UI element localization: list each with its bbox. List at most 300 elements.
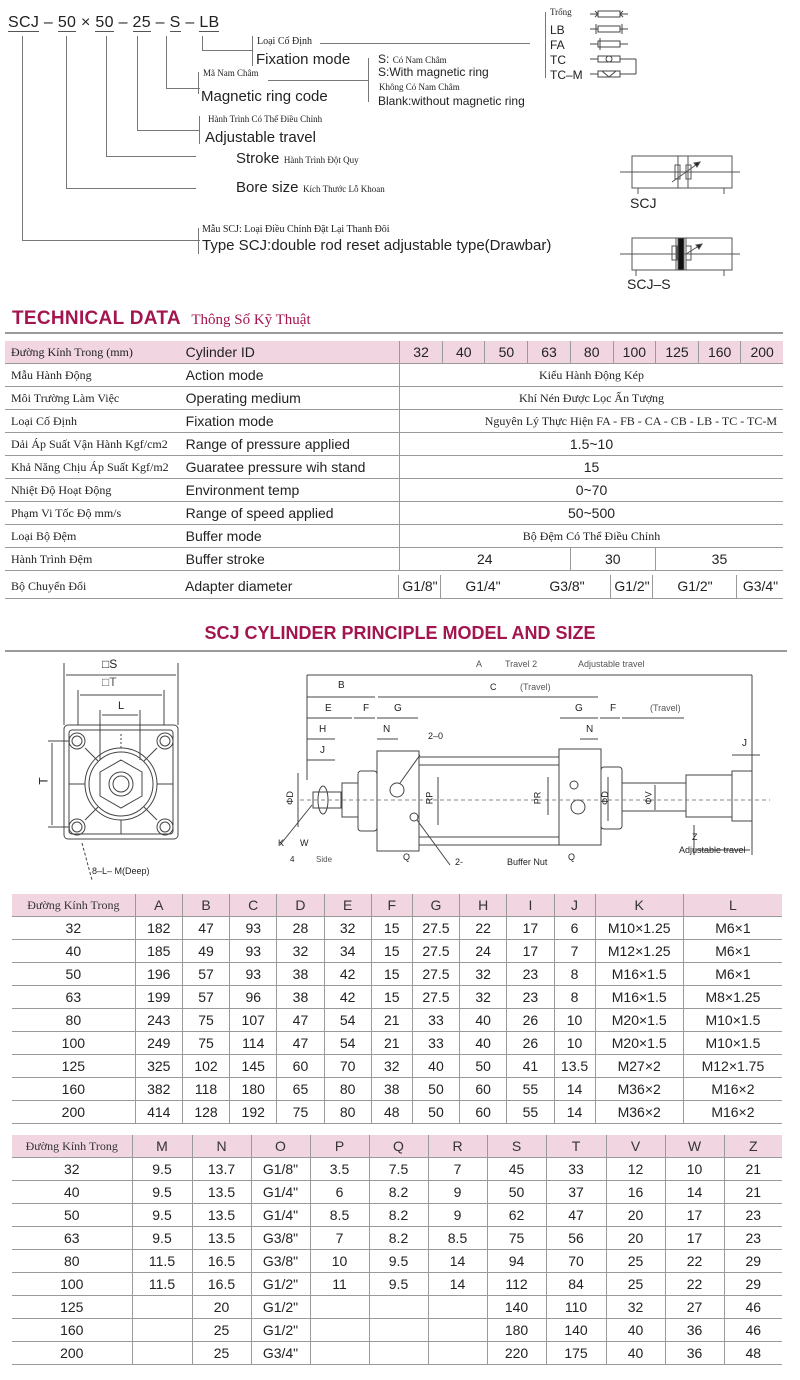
dim-cell: G1/4" — [251, 1204, 310, 1227]
dim-cell: 32 — [460, 986, 507, 1009]
dim-cell: 180 — [487, 1319, 546, 1342]
mount-fa-icon — [590, 38, 628, 50]
mount-type-icons — [588, 6, 638, 82]
dim-cell: 9.5 — [132, 1204, 192, 1227]
dim-cell: 9 — [428, 1204, 487, 1227]
dim-cell: 26 — [507, 1032, 554, 1055]
dim-cell: 10 — [554, 1009, 595, 1032]
magnetic-label-en: Magnetic ring code — [201, 88, 328, 105]
size-cell: 50 — [485, 341, 528, 364]
dim-cell: 32 — [371, 1055, 412, 1078]
connector-line — [252, 36, 253, 66]
header-bore: Đường Kính Trong — [12, 894, 135, 917]
fixation-option: TC — [550, 53, 566, 67]
header-dim-r: R — [428, 1135, 487, 1158]
connector-line — [198, 228, 199, 254]
dim-cell — [369, 1342, 428, 1365]
table-row: Loại Cố Định Fixation mode Nguyên Lý Thực Hiện FA - FB - CA - CB - LB - TC - TC-M — [5, 410, 783, 433]
dim-cell: G1/4" — [251, 1181, 310, 1204]
type-label-en: Type SCJ:double rod reset adjustable type(Drawbar) — [202, 237, 552, 254]
model-code: SCJ – 50 × 50 – 25 – S – LB — [8, 14, 220, 31]
header-dim-i: I — [507, 894, 554, 917]
adjustable-label-vn: Hành Trình Có Thể Điều Chỉnh — [208, 114, 323, 124]
table-row — [12, 1296, 782, 1319]
header-dim-a: A — [135, 894, 182, 917]
dim-cell — [369, 1319, 428, 1342]
dim-cell: M6×1 — [683, 963, 782, 986]
header-dim-d: D — [277, 894, 324, 917]
dim-cell: 33 — [412, 1032, 459, 1055]
dim-cell: 46 — [724, 1319, 782, 1342]
dim-cell: 220 — [487, 1342, 546, 1365]
dim-cell: 140 — [487, 1296, 546, 1319]
connector-line — [202, 36, 203, 50]
dim-cell: 80 — [324, 1101, 371, 1124]
connector-line — [202, 50, 252, 51]
dim-cell: 8.2 — [369, 1181, 428, 1204]
dim-cell: 20 — [606, 1204, 665, 1227]
dim-cell: 57 — [182, 986, 229, 1009]
dim-cell — [428, 1319, 487, 1342]
dim-cell: 38 — [277, 986, 324, 1009]
table-row: Dải Áp Suất Vận Hành Kgf/cm2 Range of pressure applied 1.5~10 — [5, 433, 783, 456]
table-header-row — [12, 894, 782, 917]
dim-cell — [369, 1296, 428, 1319]
adapter-cell: G3/4" — [736, 575, 784, 598]
table-row — [12, 1273, 782, 1296]
divider — [5, 650, 787, 652]
dim-cell: 16 — [606, 1181, 665, 1204]
connector-line — [22, 36, 23, 240]
scj-symbol-icon — [620, 156, 740, 194]
adapter-cell: G1/2" — [610, 575, 653, 598]
dim-cell: 414 — [135, 1101, 182, 1124]
dim-cell: 96 — [230, 986, 277, 1009]
dim-cell: M16×2 — [683, 1101, 782, 1124]
connector-line — [66, 188, 196, 189]
bore-cell: 100 — [12, 1032, 135, 1055]
dim-cell: 23 — [724, 1204, 782, 1227]
dim-cell: 49 — [182, 940, 229, 963]
dimensions-table-m-z — [12, 1135, 782, 1365]
dim-cell: 56 — [546, 1227, 606, 1250]
dim-cell: 11.5 — [132, 1273, 192, 1296]
dim-cell: 182 — [135, 917, 182, 940]
fixation-option: LB — [550, 23, 565, 37]
bore-cell: 50 — [12, 1204, 132, 1227]
dim-cell: 13.5 — [192, 1227, 251, 1250]
adapter-row: Bộ Chuyển Đổi Adapter diameter G1/8" G1/4" G3/8" G1/2" G1/2" G3/4" — [5, 575, 783, 599]
dim-cell: 145 — [230, 1055, 277, 1078]
connector-line — [268, 80, 368, 81]
size-cell: 100 — [613, 341, 655, 364]
dim-cell: 29 — [724, 1250, 782, 1273]
table-header-row — [5, 341, 783, 364]
dim-cell: 32 — [606, 1296, 665, 1319]
dim-cell: M12×1.25 — [595, 940, 683, 963]
dim-cell: 80 — [324, 1078, 371, 1101]
table-row: Phạm Vi Tốc Độ mm/s Range of speed applied 50~500 — [5, 502, 783, 525]
header-dim-o: O — [251, 1135, 310, 1158]
dim-cell: 14 — [428, 1273, 487, 1296]
dim-cell: 22 — [460, 917, 507, 940]
dim-cell: 13.5 — [554, 1055, 595, 1078]
header-dim-f: F — [371, 894, 412, 917]
dim-cell: 8 — [554, 963, 595, 986]
dim-cell: 23 — [507, 986, 554, 1009]
bore-cell: 40 — [12, 1181, 132, 1204]
dimensions-table-a-l — [12, 894, 782, 1124]
header-bore: Đường Kính Trong — [12, 1135, 132, 1158]
dim-cell: 17 — [507, 940, 554, 963]
dim-cell: 11.5 — [132, 1250, 192, 1273]
size-cell: 125 — [655, 341, 698, 364]
dim-cell: M8×1.25 — [683, 986, 782, 1009]
dim-cell: 110 — [546, 1296, 606, 1319]
dim-cell: 16.5 — [192, 1250, 251, 1273]
dim-cell: 9.5 — [132, 1227, 192, 1250]
dim-cell: 33 — [412, 1009, 459, 1032]
dim-cell: 60 — [277, 1055, 324, 1078]
bore-cell: 32 — [12, 917, 135, 940]
magnetic-option-s-en: S:With magnetic ring — [378, 65, 489, 79]
connector-line — [137, 36, 138, 130]
type-label-vn: Mẫu SCJ: Loại Điều Chỉnh Đặt Lại Thanh Đôi — [202, 224, 390, 235]
dim-cell: 40 — [460, 1032, 507, 1055]
dim-cell: 22 — [665, 1250, 724, 1273]
dim-cell: 13.5 — [192, 1204, 251, 1227]
dim-cell: 9.5 — [369, 1250, 428, 1273]
fixation-option: FA — [550, 38, 565, 52]
dim-cell — [310, 1342, 369, 1365]
dim-cell: 21 — [724, 1181, 782, 1204]
dim-cell: 26 — [507, 1009, 554, 1032]
dim-cell: 8.2 — [369, 1227, 428, 1250]
table-row: Mẫu Hành Động Action mode Kiểu Hành Động Kép — [5, 364, 783, 387]
dim-cell: 93 — [230, 917, 277, 940]
mount-blank-icon — [590, 11, 628, 17]
front-label-t-side: T — [36, 777, 51, 785]
connector-line — [166, 88, 200, 89]
dim-cell: 50 — [460, 1055, 507, 1078]
dim-cell: 6 — [554, 917, 595, 940]
connector-line — [545, 12, 546, 78]
dim-cell: 60 — [460, 1078, 507, 1101]
dim-cell: 27.5 — [412, 963, 459, 986]
dim-cell: 50 — [412, 1078, 459, 1101]
header-vn: Đường Kính Trong (mm) — [5, 341, 182, 364]
dim-cell: 8 — [554, 986, 595, 1009]
dim-cell: 38 — [277, 963, 324, 986]
header-dim-j: J — [554, 894, 595, 917]
dim-cell: 40 — [606, 1319, 665, 1342]
bore-cell: 63 — [12, 1227, 132, 1250]
dim-cell: 17 — [665, 1227, 724, 1250]
header-dim-g: G — [412, 894, 459, 917]
dim-cell: 196 — [135, 963, 182, 986]
dim-cell: G3/8" — [251, 1250, 310, 1273]
dim-cell: 27 — [665, 1296, 724, 1319]
dim-cell: 14 — [428, 1250, 487, 1273]
technical-title: TECHNICAL DATA Thông Số Kỹ Thuật — [12, 308, 311, 329]
front-label-s: □S — [102, 657, 118, 671]
table-row — [12, 1204, 782, 1227]
dim-cell: 55 — [507, 1101, 554, 1124]
table-row — [12, 1227, 782, 1250]
dim-cell: 25 — [606, 1273, 665, 1296]
dim-cell: 9.5 — [369, 1273, 428, 1296]
dim-cell: G1/2" — [251, 1273, 310, 1296]
table-row — [12, 1319, 782, 1342]
dim-cell: 37 — [546, 1181, 606, 1204]
mount-lb-icon — [590, 24, 628, 34]
code-series: SCJ — [8, 14, 40, 31]
technical-table — [5, 341, 783, 571]
connector-line — [66, 36, 67, 188]
dim-cell: 45 — [487, 1158, 546, 1181]
dim-cell: 16.5 — [192, 1273, 251, 1296]
dim-cell: 34 — [324, 940, 371, 963]
connector-line — [320, 43, 530, 44]
dim-cell: 47 — [182, 917, 229, 940]
dim-cell: 8.2 — [369, 1204, 428, 1227]
header-dim-n: N — [192, 1135, 251, 1158]
dim-cell: 12 — [606, 1158, 665, 1181]
dim-cell: 7.5 — [369, 1158, 428, 1181]
dim-cell: 55 — [507, 1078, 554, 1101]
dim-cell: 107 — [230, 1009, 277, 1032]
dim-cell: 118 — [182, 1078, 229, 1101]
dim-cell — [132, 1319, 192, 1342]
bore-cell: 80 — [12, 1250, 132, 1273]
dim-cell: 13.5 — [192, 1181, 251, 1204]
dim-cell: 38 — [371, 1078, 412, 1101]
dim-cell: 9.5 — [132, 1181, 192, 1204]
stroke-label: Stroke Hành Trình Đột Quy — [236, 150, 359, 167]
dim-cell: 325 — [135, 1055, 182, 1078]
connector-line — [166, 36, 167, 88]
dim-cell: M20×1.5 — [595, 1009, 683, 1032]
front-label-t: □T — [102, 675, 117, 689]
table-row — [12, 1342, 782, 1365]
table-row — [12, 1250, 782, 1273]
bore-cell: 40 — [12, 940, 135, 963]
code-magnetic: S — [169, 14, 181, 31]
bore-cell: 32 — [12, 1158, 132, 1181]
dim-cell: 50 — [487, 1181, 546, 1204]
table-row: Khả Năng Chịu Áp Suất Kgf/m2 Guaratee pressure wih stand 15 — [5, 456, 783, 479]
dim-cell: 24 — [460, 940, 507, 963]
dim-cell: 128 — [182, 1101, 229, 1124]
dim-cell — [428, 1342, 487, 1365]
dim-cell: G1/2" — [251, 1319, 310, 1342]
dim-cell — [132, 1342, 192, 1365]
bore-cell: 100 — [12, 1273, 132, 1296]
bore-cell: 160 — [12, 1319, 132, 1342]
dim-cell: G3/4" — [251, 1342, 310, 1365]
bore-cell: 160 — [12, 1078, 135, 1101]
header-dim-b: B — [182, 894, 229, 917]
dim-cell: 75 — [182, 1032, 229, 1055]
adjustable-label-en: Adjustable travel — [205, 129, 316, 146]
connector-line — [199, 116, 200, 144]
fixation-option: TC–M — [550, 68, 583, 82]
magnetic-label-vn: Mã Nam Châm — [203, 68, 259, 78]
drawing-title: SCJ CYLINDER PRINCIPLE MODEL AND SIZE — [204, 623, 596, 643]
dim-cell — [132, 1296, 192, 1319]
dim-cell: 10 — [665, 1158, 724, 1181]
dim-cell: M36×2 — [595, 1078, 683, 1101]
dim-cell: M20×1.5 — [595, 1032, 683, 1055]
dim-cell: 7 — [310, 1227, 369, 1250]
dim-cell: M16×1.5 — [595, 963, 683, 986]
table-row — [12, 1181, 782, 1204]
buffer-stroke-row: Hành Trình Đệm Buffer stroke 24 30 35 — [5, 548, 783, 571]
dim-cell: G3/8" — [251, 1227, 310, 1250]
dim-cell: M12×1.75 — [683, 1055, 782, 1078]
dim-cell: 15 — [371, 963, 412, 986]
dim-cell: 20 — [192, 1296, 251, 1319]
dim-cell: 6 — [310, 1181, 369, 1204]
divider — [5, 332, 783, 334]
dim-cell: 57 — [182, 963, 229, 986]
header-dim-s: S — [487, 1135, 546, 1158]
dim-cell: 46 — [724, 1296, 782, 1319]
dim-cell: 47 — [546, 1204, 606, 1227]
header-dim-c: C — [230, 894, 277, 917]
dim-cell: 192 — [230, 1101, 277, 1124]
dim-cell: 175 — [546, 1342, 606, 1365]
table-row: Loại Bộ Đệm Buffer mode Bộ Đệm Có Thể Điều Chỉnh — [5, 525, 783, 548]
dim-cell: 14 — [554, 1101, 595, 1124]
dim-cell: 70 — [324, 1055, 371, 1078]
dim-cell: 47 — [277, 1032, 324, 1055]
adapter-cell: G1/4" — [440, 575, 525, 598]
table-row — [12, 1032, 782, 1055]
dim-cell: 84 — [546, 1273, 606, 1296]
header-dim-l: L — [683, 894, 782, 917]
adapter-cell: G1/2" — [652, 575, 737, 598]
dim-cell: 17 — [507, 917, 554, 940]
code-stroke: 50 — [95, 14, 114, 31]
table-row — [12, 963, 782, 986]
adapter-cell: G1/8" — [398, 575, 441, 598]
dim-cell: 93 — [230, 963, 277, 986]
dim-cell: 21 — [724, 1158, 782, 1181]
dim-cell: 382 — [135, 1078, 182, 1101]
connector-line — [368, 58, 369, 102]
header-dim-h: H — [460, 894, 507, 917]
dim-cell: M10×1.5 — [683, 1032, 782, 1055]
dim-cell: 40 — [412, 1055, 459, 1078]
size-cell: 40 — [443, 341, 485, 364]
dim-cell: 36 — [665, 1342, 724, 1365]
dim-cell: 8.5 — [310, 1204, 369, 1227]
dim-cell: 27.5 — [412, 917, 459, 940]
dim-cell — [310, 1296, 369, 1319]
dim-cell: 21 — [371, 1032, 412, 1055]
dim-cell: 70 — [546, 1250, 606, 1273]
size-cell: 80 — [570, 341, 613, 364]
table-row — [12, 1055, 782, 1078]
header-dim-k: K — [595, 894, 683, 917]
dim-cell: 40 — [460, 1009, 507, 1032]
header-dim-w: W — [665, 1135, 724, 1158]
connector-line — [106, 156, 196, 157]
table-row — [12, 940, 782, 963]
dim-cell: 48 — [371, 1101, 412, 1124]
dim-cell: 13.7 — [192, 1158, 251, 1181]
dim-cell: 94 — [487, 1250, 546, 1273]
dim-cell: 48 — [724, 1342, 782, 1365]
front-view-drawing — [0, 655, 190, 885]
dim-cell: 33 — [546, 1158, 606, 1181]
dim-cell: 11 — [310, 1273, 369, 1296]
front-label-l: L — [118, 700, 125, 712]
dim-cell: 41 — [507, 1055, 554, 1078]
bore-cell: 200 — [12, 1342, 132, 1365]
mount-tcm-icon — [590, 71, 636, 77]
dim-cell: 50 — [412, 1101, 459, 1124]
dim-cell: G1/2" — [251, 1296, 310, 1319]
code-bore: 50 — [57, 14, 77, 31]
size-cell: 200 — [741, 341, 783, 364]
header-dim-q: Q — [369, 1135, 428, 1158]
dim-cell: 20 — [606, 1227, 665, 1250]
dim-cell: 17 — [665, 1204, 724, 1227]
dim-cell: 102 — [182, 1055, 229, 1078]
bore-cell: 80 — [12, 1009, 135, 1032]
dim-cell: 3.5 — [310, 1158, 369, 1181]
dim-cell: 32 — [324, 917, 371, 940]
dim-cell: 60 — [460, 1101, 507, 1124]
dim-cell: 9.5 — [132, 1158, 192, 1181]
dim-cell: 62 — [487, 1204, 546, 1227]
dim-cell: 54 — [324, 1009, 371, 1032]
dim-cell: 75 — [487, 1227, 546, 1250]
table-row — [12, 1078, 782, 1101]
dim-cell: 249 — [135, 1032, 182, 1055]
dim-cell: 28 — [277, 917, 324, 940]
bore-cell: 63 — [12, 986, 135, 1009]
connector-line — [137, 130, 199, 131]
dim-cell: M6×1 — [683, 940, 782, 963]
dim-cell: 15 — [371, 917, 412, 940]
bore-label: Bore size Kích Thước Lỗ Khoan — [236, 179, 385, 196]
bore-cell: 125 — [12, 1296, 132, 1319]
dim-cell: 185 — [135, 940, 182, 963]
fixation-label-vn: Loại Cố Định — [257, 36, 312, 47]
dim-cell: 27.5 — [412, 986, 459, 1009]
dim-cell: 25 — [192, 1342, 251, 1365]
header-dim-p: P — [310, 1135, 369, 1158]
dim-cell: M6×1 — [683, 917, 782, 940]
header-dim-e: E — [324, 894, 371, 917]
dim-cell — [310, 1319, 369, 1342]
dim-cell: 25 — [606, 1250, 665, 1273]
dim-cell: 10 — [554, 1032, 595, 1055]
dim-cell: M10×1.25 — [595, 917, 683, 940]
dim-cell: 15 — [371, 986, 412, 1009]
dim-cell — [428, 1296, 487, 1319]
table-row — [12, 1101, 782, 1124]
dim-cell: 22 — [665, 1273, 724, 1296]
table-row — [12, 1009, 782, 1032]
header-dim-m: M — [132, 1135, 192, 1158]
dim-cell: M36×2 — [595, 1101, 683, 1124]
dim-cell: 112 — [487, 1273, 546, 1296]
adapter-cell: G3/8" — [549, 578, 585, 594]
